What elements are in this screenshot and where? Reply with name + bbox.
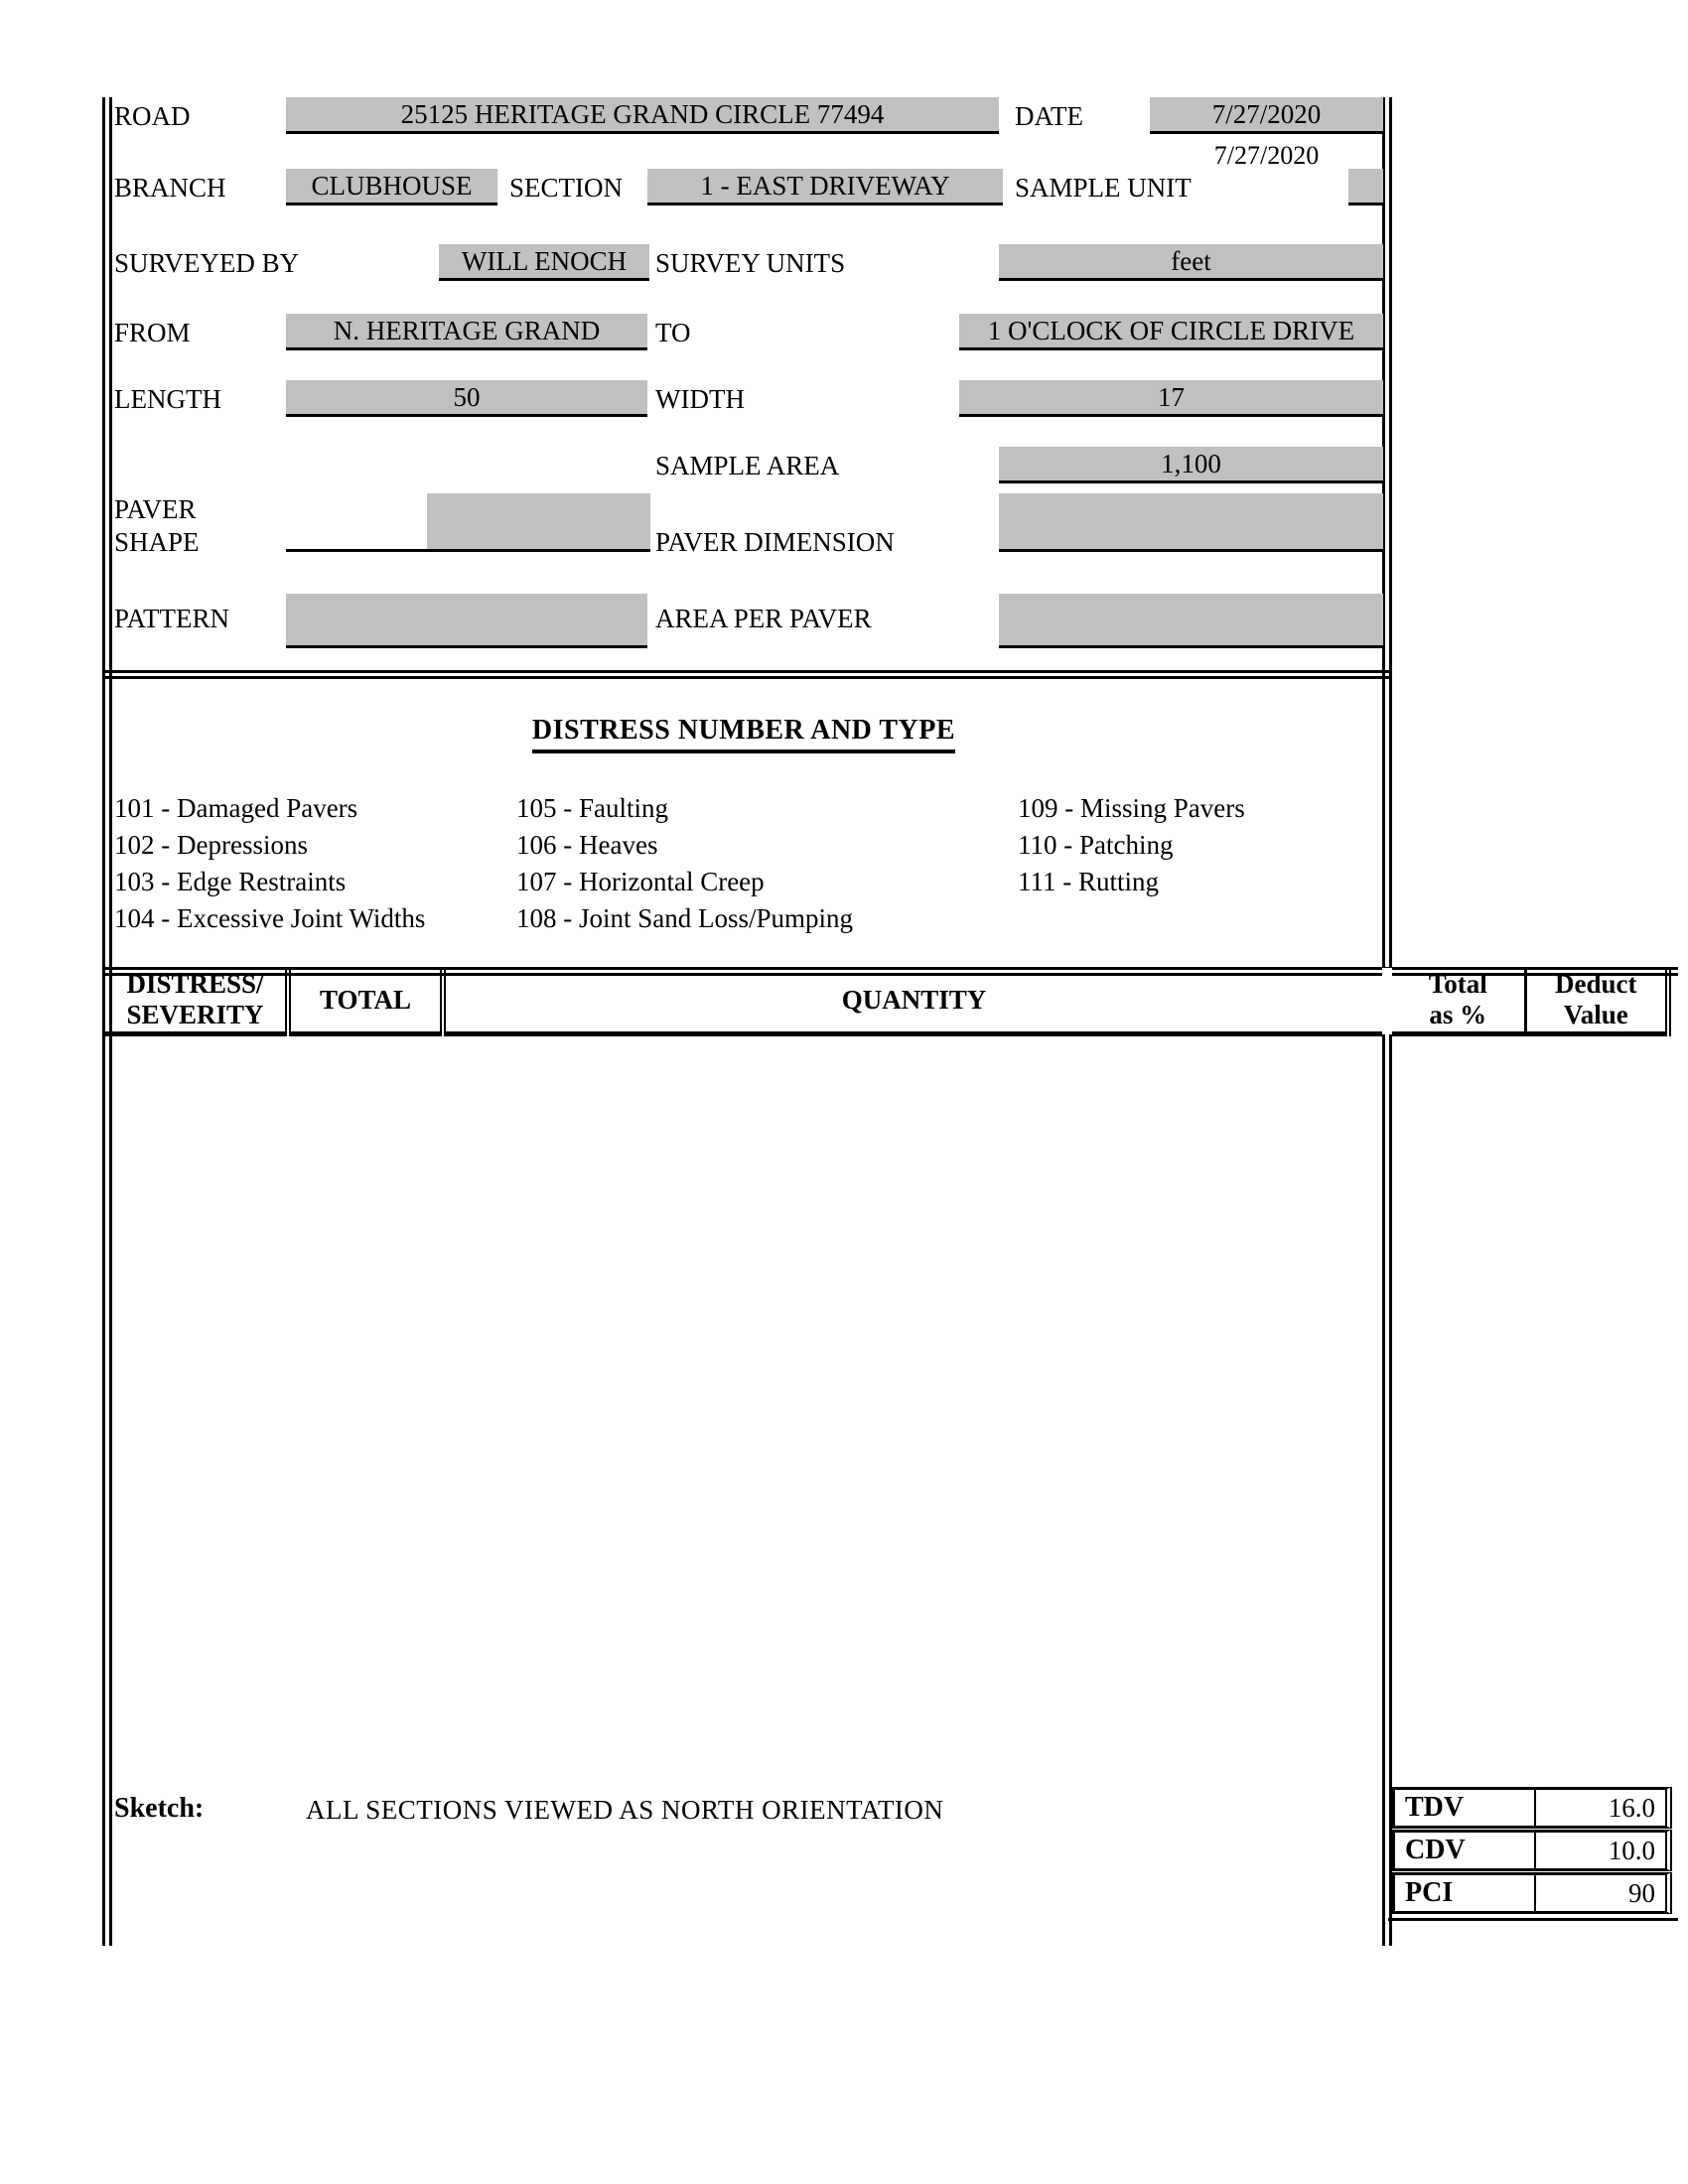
distress-legend-title: DISTRESS NUMBER AND TYPE (532, 715, 955, 753)
date-value-box[interactable]: 7/27/2020 (1150, 97, 1383, 134)
surveyed-by-value-box[interactable]: WILL ENOCH (439, 244, 649, 281)
branch-value-box[interactable]: CLUBHOUSE (286, 169, 497, 205)
date-label: DATE (1015, 101, 1083, 131)
pattern-label: PATTERN (114, 604, 230, 633)
to-label: TO (655, 318, 691, 347)
length-label: LENGTH (114, 384, 221, 414)
distress-legend-title-wrap (102, 715, 1385, 753)
cdv-value[interactable]: 10.0 (1608, 1835, 1655, 1865)
summary-row-pci (1392, 1872, 1672, 1914)
sketch-note: ALL SECTIONS VIEWED AS NORTH ORIENTATION (306, 1795, 944, 1825)
sample-area-value-box[interactable]: 1,100 (999, 447, 1383, 483)
header-deduct-value: Deduct Value (1525, 968, 1668, 1034)
survey-units-label: SURVEY UNITS (655, 248, 846, 278)
surveyed-by-label: SURVEYED BY (114, 248, 300, 278)
distress-legend-column-2 (516, 790, 853, 937)
from-label: FROM (114, 318, 191, 347)
road-value-box[interactable]: 25125 HERITAGE GRAND CIRCLE 77494 (286, 97, 999, 134)
section-label: SECTION (509, 173, 623, 203)
width-value-box[interactable]: 17 (959, 380, 1383, 417)
sample-unit-label: SAMPLE UNIT (1015, 173, 1192, 203)
summary-bottom-line (1388, 1918, 1678, 1921)
area-per-paver-value-box[interactable] (999, 594, 1383, 648)
summary-row-tdv (1392, 1787, 1672, 1829)
rail-spacer (1382, 968, 1392, 1034)
paver-dimension-value-box[interactable] (999, 493, 1383, 552)
legend-item: 105 - Faulting (516, 793, 668, 823)
table-header-row (105, 968, 1668, 1034)
sample-area-label: SAMPLE AREA (655, 451, 840, 480)
branch-label: BRANCH (114, 173, 226, 203)
legend-item: 101 - Damaged Pavers (114, 793, 358, 823)
paver-shape-label-line2: SHAPE (114, 527, 200, 557)
road-label: ROAD (114, 101, 191, 131)
width-label: WIDTH (655, 384, 745, 414)
paver-shape-label-line1: PAVER (114, 494, 197, 524)
header-quantity: QUANTITY (443, 968, 1382, 1034)
legend-item: 106 - Heaves (516, 830, 658, 860)
tdv-value[interactable]: 16.0 (1608, 1792, 1655, 1823)
tdv-label: TDV (1395, 1790, 1536, 1826)
length-value-box[interactable]: 50 (286, 380, 647, 417)
paver-dimension-label: PAVER DIMENSION (655, 527, 895, 557)
from-value-box[interactable]: N. HERITAGE GRAND (286, 314, 647, 350)
legend-item: 102 - Depressions (114, 830, 308, 860)
legend-item: 110 - Patching (1018, 830, 1174, 860)
legend-item: 107 - Horizontal Creep (516, 867, 765, 896)
date-secondary-value: 7/27/2020 (1213, 141, 1320, 170)
paver-shape-underline (286, 549, 650, 552)
legend-item: 109 - Missing Pavers (1018, 793, 1245, 823)
header-section-divider (102, 670, 1392, 679)
legend-item: 111 - Rutting (1018, 867, 1160, 896)
distress-legend-column-3 (1018, 790, 1245, 900)
pattern-value-box[interactable] (286, 594, 647, 648)
survey-units-value-box[interactable]: feet (999, 244, 1383, 281)
legend-item: 108 - Joint Sand Loss/Pumping (516, 903, 854, 933)
header-total-as-pct: Total as % (1392, 968, 1525, 1034)
pci-value[interactable]: 90 (1628, 1877, 1655, 1908)
distress-table (105, 968, 1671, 1036)
section-value-box[interactable]: 1 - EAST DRIVEWAY (647, 169, 1003, 205)
header-distress-severity: DISTRESS/ SEVERITY (105, 968, 288, 1034)
legend-item: 103 - Edge Restraints (114, 867, 347, 896)
legend-item: 104 - Excessive Joint Widths (114, 903, 426, 933)
pci-label: PCI (1395, 1875, 1536, 1911)
summary-row-cdv (1392, 1830, 1672, 1871)
sketch-label: Sketch: (114, 1793, 205, 1824)
cdv-label: CDV (1395, 1833, 1536, 1868)
to-value-box[interactable]: 1 O'CLOCK OF CIRCLE DRIVE (959, 314, 1383, 350)
area-per-paver-label: AREA PER PAVER (655, 604, 872, 633)
distress-legend-column-1 (114, 790, 425, 937)
paver-shape-value-box[interactable] (427, 493, 650, 549)
sample-unit-value-box[interactable] (1348, 169, 1383, 205)
header-total: TOTAL (288, 968, 443, 1034)
